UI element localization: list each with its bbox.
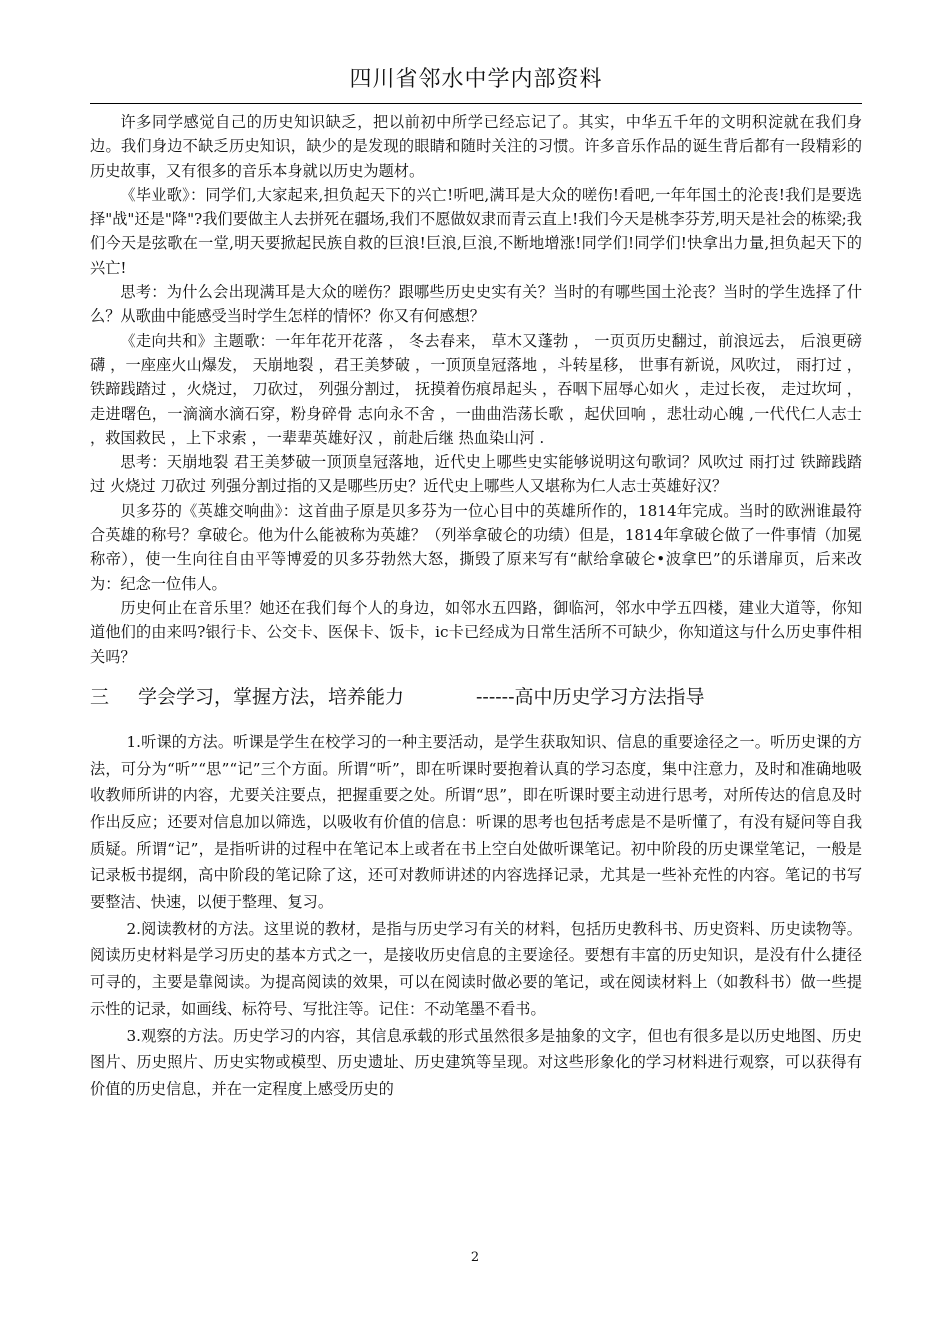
paragraph-think-2: 思考：天崩地裂 君王美梦破一顶顶皇冠落地，近代史上哪些史实能够说明这句歌词？风吹过 雨打过 铁蹄践踏过 火烧过 刀砍过 列强分割过指的又是哪些历史？近代史上哪些人又堪称为仁人志士英雄好汉？ [90, 453, 862, 496]
paragraph-history-around: 历史何止在音乐里？她还在我们每个人的身边，如邻水五四路，御临河，邻水中学五四楼，建业大道等，你知道他们的由来吗?银行卡、公交卡、医保卡、饭卡，ic卡已经成为日常生活所不可缺少，你知道这与什么历史事件相关吗？ [90, 598, 862, 666]
paragraph-intro: 许多同学感觉自己的历史知识缺乏，把以前初中所学已经忘记了。其实，中华五千年的文明积淀就在我们身边。我们身边不缺乏历史知识，缺少的是发现的眼睛和随时关注的习惯。许多音乐作品的诞生背后都有一段精彩的历史故事，又有很多的音乐本身就以历史为题材。 [90, 113, 862, 180]
paragraph-republic-song: 《走向共和》主题歌：一年年花开花落 ， 冬去春来， 草木又蓬勃 ， 一页页历史翻过，前浪远去， 后浪更磅礴 ，一座座火山爆发， 天崩地裂 ，君王美梦破 ，一顶顶皇冠落地 ，斗转星移， 世事有新说，风吹过， 雨打过 ，铁蹄践踏过 ，火烧过， 刀砍过， 列强分割过， 抚摸着伤痕昂起头 ，吞咽下屈辱心如火 ，走过长夜， 走过坎坷 ，走进曙色，一滴滴水滴石穿，粉身碎骨 志向永不舍 ，一曲曲浩荡长歌 ，起伏回响 ，悲壮动心魄 ,一代代仁人志士 ，救国救民 ，上下求索 ，一辈辈英雄好汉 ，前赴后继 热血染山河 . [90, 331, 862, 447]
paragraph-method-reading: 2.阅读教材的方法。这里说的教材，是指与历史学习有关的材料，包括历史教科书、历史资料、历史读物等。阅读历史材料是学习历史的基本方式之一，是接收历史信息的主要途径。要想有丰富的历史知识，是没有什么捷径可寻的，主要是靠阅读。为提高阅读的效果，可以在阅读时做必要的笔记，或在阅读材料上（如教科书）做一些提示性的记录，如画线、标符号、写批注等。记住：不动笔墨不看书。 [90, 919, 862, 1018]
page-number: 2 [470, 1250, 480, 1265]
paragraph-method-listening: 1.听课的方法。听课是学生在校学习的一种主要活动，是学生获取知识、信息的重要途径之一。听历史课的方法，可分为“听”“思”“记”三个方面。所谓“听”，即在听课时要抱着认真的学习态度，集中注意力，及时和准确地吸收教师所讲的内容，尤要关注要点，把握重要之处。所谓“思”，即在听课时要主动进行思考，对所传达的信息及时作出反应；还要对信息加以筛选，以吸收有价值的信息：听课的思考也包括考虑是不是听懂了，有没有疑问等自我质疑。所谓“记”，是指听讲的过程中在笔记本上或者在书上空白处做听课笔记。初中阶段的历史课堂笔记，一般是记录板书提纲，高中阶段的笔记除了这，还可对教师讲述的内容选择记录，尤其是一些补充性的内容。笔记的书写要整洁、快速，以便于整理、复习。 [90, 732, 862, 912]
paragraph-think-1: 思考：为什么会出现满耳是大众的嗟伤？跟哪些历史史实有关？当时的有哪些国土沦丧？当时的学生选择了什么？从歌曲中能感受当时学生怎样的情怀？你又有何感想？ [90, 283, 862, 326]
header-divider [90, 103, 862, 104]
paragraph-method-observing: 3.观察的方法。历史学习的内容，其信息承载的形式虽然很多是抽象的文字，但也有很多是以历史地图、历史图片、历史照片、历史实物或模型、历史遗址、历史建筑等呈现。对这些形象化的学习材料进行观察，可以获得有价值的历史信息，并在一定程度上感受历史的 [90, 1026, 862, 1098]
section-title: 学会学习，掌握方法，培养能力 [138, 685, 405, 708]
section-subtitle: ------高中历史学习方法指导 [476, 685, 705, 708]
paragraph-beethoven: 贝多芬的《英雄交响曲》：这首曲子原是贝多芬为一位心目中的英雄所作的，1814年完成。当时的欧洲谁最符合英雄的称号？拿破仑。他为什么能被称为英雄？（列举拿破仑的功绩）但是，1814年拿破仑做了一件事情（加冕称帝），使一生向往自由平等博爱的贝多芬勃然大怒，撕毁了原来写有“献给拿破仑•波拿巴”的乐谱扉页，后来改为：纪念一位伟人。 [90, 501, 862, 593]
section-number: 三 [90, 685, 110, 708]
page-header-title: 四川省邻水中学内部资料 [349, 67, 603, 92]
paragraph-graduation-song: 《毕业歌》：同学们,大家起来,担负起天下的兴亡!听吧,满耳是大众的嗟伤!看吧,一年年国土的沦丧!我们是要选择"战"还是"降"?我们要做主人去拼死在疆场,我们不愿做奴隶而青云直上!我们今天是桃李芬芳,明天是社会的栋梁;我们今天是弦歌在一堂,明天要掀起民族自救的巨浪!巨浪,巨浪,不断地增涨!同学们!同学们!快拿出力量,担负起天下的兴亡! [90, 185, 862, 277]
section-heading [90, 683, 862, 711]
document-body [90, 110, 862, 1103]
